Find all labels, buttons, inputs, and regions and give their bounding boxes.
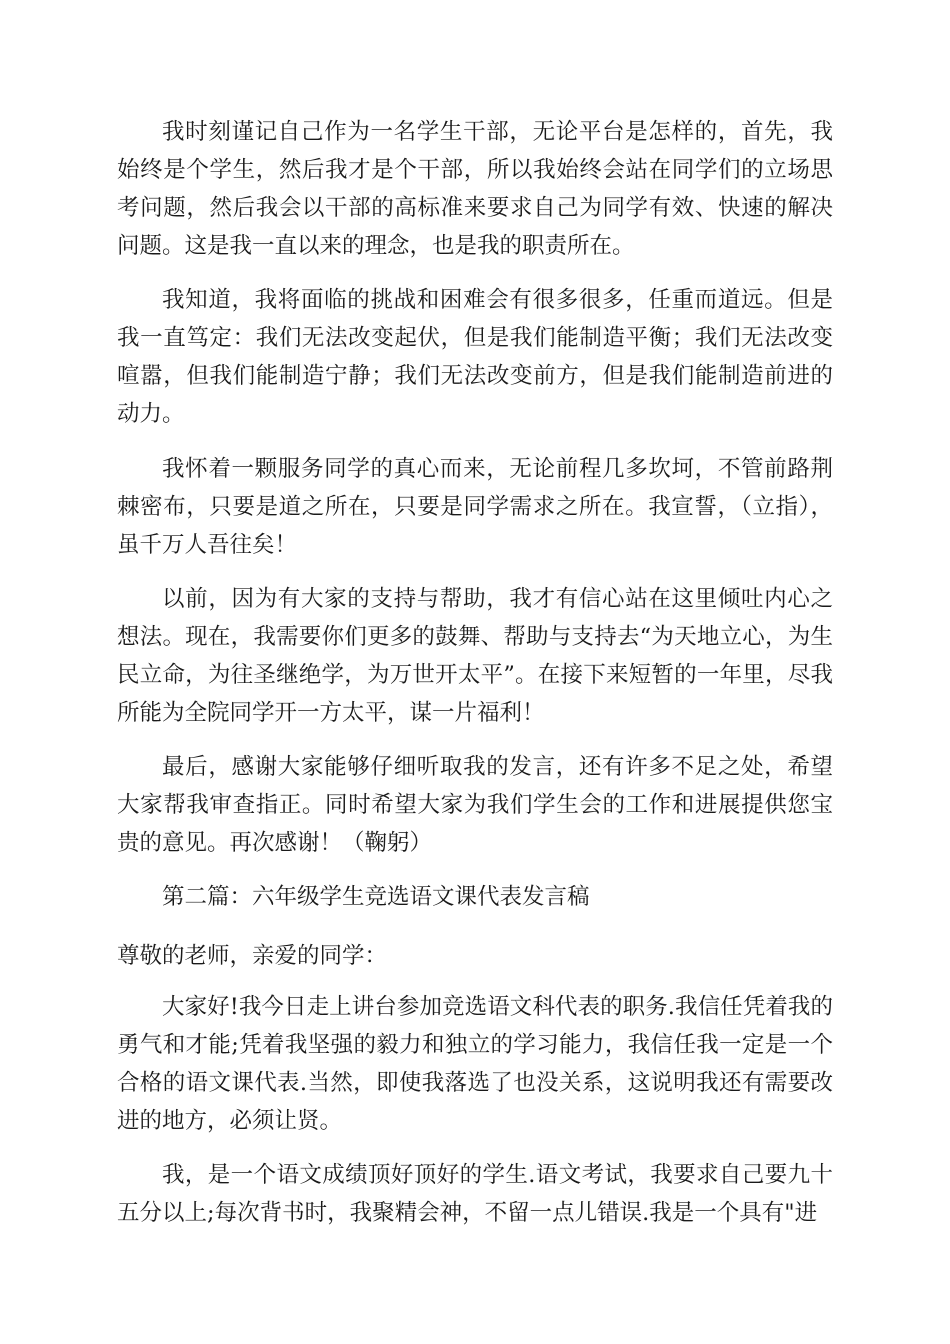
paragraph-2: 我知道，我将面临的挑战和困难会有很多很多，任重而道远。但是我一直笃定：我们无法改变起伏，但是我们能制造平衡；我们无法改变喧嚣，但我们能制造宁静；我们无法改变前方，但是我们能制造前进的动力。 [117,287,833,427]
paragraph-1: 我时刻谨记自己作为一名学生干部，无论平台是怎样的，首先，我始终是个学生，然后我才是个干部，所以我始终会站在同学们的立场思考问题，然后我会以干部的高标准来要求自己为同学有效、快速的解决问题。这是我一直以来的理念，也是我的职责所在。 [117,119,833,259]
paragraph-4: 以前，因为有大家的支持与帮助，我才有信心站在这里倾吐内心之想法。现在，我需要你们更多的鼓舞、帮助与支持去“为天地立心，为生民立命，为往圣继绝学，为万世开太平”。在接下来短暂的一年里，尽我所能为全院同学开一方太平，谋一片福利！ [117,586,833,726]
paragraph-5: 最后，感谢大家能够仔细听取我的发言，还有许多不足之处，希望大家帮我审查指正。同时希望大家为我们学生会的工作和进展提供您宝贵的意见。再次感谢！（鞠躬） [117,754,833,856]
paragraph-7: 我，是一个语文成绩顶好顶好的学生.语文考试，我要求自己要九十五分以上;每次背书时，我聚精会神，不留一点儿错误.我是一个具有"进 [117,1162,833,1226]
paragraph-6: 大家好!我今日走上讲台参加竞选语文科代表的职务.我信任凭着我的勇气和才能;凭着我坚强的毅力和独立的学习能力，我信任我一定是一个合格的语文课代表.当然，即使我落选了也没关系，这说明我还有需要改进的地方，必须让贤。 [117,994,833,1134]
section-title: 第二篇：六年级学生竞选语文课代表发言稿 [162,884,590,910]
salutation: 尊敬的老师，亲爱的同学： [117,943,388,969]
paragraph-3: 我怀着一颗服务同学的真心而来，无论前程几多坎坷，不管前路荆棘密布，只要是道之所在，只要是同学需求之所在。我宣誓，（立指），虽千万人吾往矣！ [117,456,833,558]
